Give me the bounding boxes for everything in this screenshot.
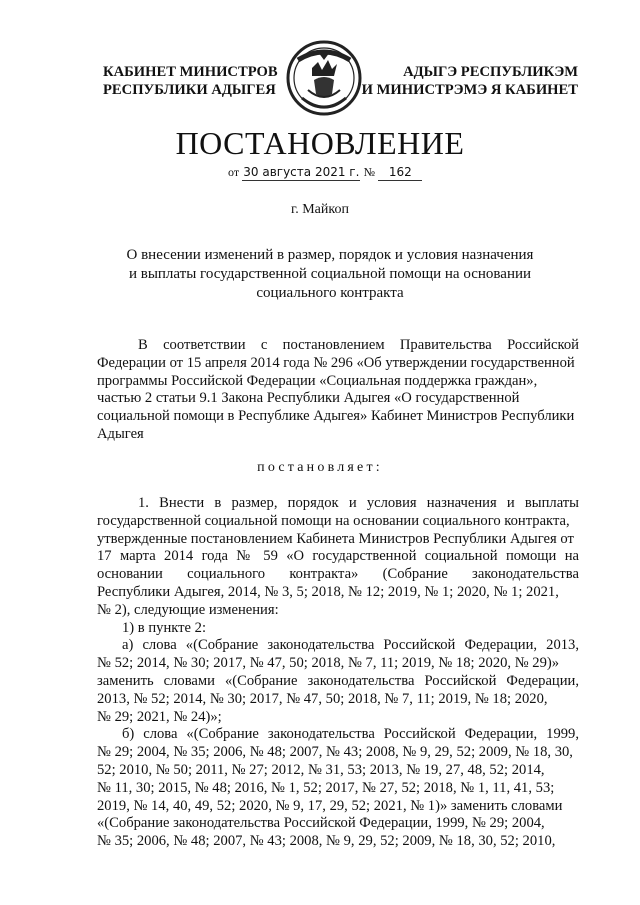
- preamble: [97, 337, 579, 444]
- preamble-line: Федерации от 15 апреля 2014 года № 296 «Об утверждении государственной: [97, 354, 575, 371]
- body-line: 1. Внести в размер, порядок и условия назначения и выплаты: [138, 495, 579, 511]
- body-line: б) слова «(Собрание законодательства Российской Федерации, 1999,: [122, 726, 579, 743]
- body-line: государственной социальной помощи на основании социального контракта,: [97, 512, 570, 529]
- subject-line: О внесении изменений в размер, порядок и условия назначения: [126, 247, 534, 263]
- subject-line: и выплаты государственной социальной помощи на основании: [128, 266, 532, 282]
- subject-line: социального контракта: [256, 285, 404, 301]
- issuer-ady: [358, 63, 578, 99]
- preamble-line: В соответствии с постановлением Правительства Российской: [138, 337, 579, 353]
- decree-body: [97, 495, 579, 851]
- body-line: № 2), следующие изменения:: [97, 601, 279, 618]
- body-line: № 29; 2004, № 35; 2006, № 48; 2007, № 43; 2008, № 9, 29, 52; 2009, № 18, 30,: [97, 744, 573, 761]
- issuer-ady-line2: И МИНИСТРЭМЭ Я КАБИНЕТ: [361, 82, 578, 98]
- issuer-ru-line2: РЕСПУБЛИКИ АДЫГЕЯ: [103, 82, 276, 98]
- body-line: заменить словами «(Собрание законодательства Российской Федерации,: [97, 672, 579, 689]
- body-line: 17 марта 2014 года № 59 «О государственной социальной помощи на: [97, 548, 579, 565]
- body-line: Республики Адыгея, 2014, № 3, 5; 2018, № 12; 2019, № 1; 2020, № 1; 2021,: [97, 583, 559, 600]
- body-line: № 52; 2014, № 30; 2017, № 47, 50; 2018, № 7, 11; 2019, № 18; 2020, № 29)»: [97, 655, 560, 672]
- document-number: 162: [378, 164, 422, 181]
- date-number-line: [228, 164, 422, 181]
- city: г. Майкоп: [291, 202, 349, 217]
- body-line: № 11, 30; 2015, № 48; 2016, № 1, 52; 2017, № 27, 52; 2018, № 1, 11, 41, 53;: [97, 779, 555, 796]
- date-prefix: от: [228, 165, 240, 179]
- body-line: 2019, № 14, 40, 49, 52; 2020, № 9, 17, 29, 52; 2021, № 1)» заменить словами: [97, 797, 563, 814]
- issuer-ru: [103, 63, 278, 99]
- preamble-line: программы Российской Федерации «Социальная поддержка граждан»,: [97, 372, 538, 389]
- body-line: а) слова «(Собрание законодательства Российской Федерации, 2013,: [122, 637, 579, 654]
- preamble-line: Адыгея: [97, 425, 144, 442]
- body-line: «(Собрание законодательства Российской Федерации, 1999, № 29; 2004,: [97, 815, 545, 832]
- body-line: 52; 2010, № 50; 2011, № 27; 2012, № 31, 53; 2013, № 19, 27, 48, 52; 2014,: [97, 761, 545, 778]
- body-line: № 35; 2006, № 48; 2007, № 43; 2008, № 9, 29, 52; 2009, № 18, 30, 52; 2010,: [97, 833, 556, 850]
- number-label: №: [363, 165, 376, 179]
- issuer-ru-line1: КАБИНЕТ МИНИСТРОВ: [103, 64, 278, 80]
- coat-of-arms-icon: [284, 38, 364, 118]
- body-line: 1) в пункте 2:: [122, 619, 207, 636]
- body-line: № 29; 2021, № 24)»;: [97, 708, 222, 725]
- preamble-line: социальной помощи в Республике Адыгея» Кабинет Министров Республики: [97, 408, 575, 425]
- body-line: 2013, № 52; 2014, № 30; 2017, № 47, 50; 2018, № 7, 11; 2019, № 18; 2020,: [97, 690, 548, 707]
- document-subject: [120, 246, 540, 303]
- issuer-ady-line1: АДЫГЭ РЕСПУБЛИКЭМ: [403, 64, 578, 80]
- document-date: 30 августа 2021 г.: [243, 165, 360, 179]
- body-line: утвержденные постановлением Кабинета Министров Республики Адыгея от: [97, 530, 574, 547]
- decree-word: постановляет:: [257, 460, 383, 475]
- preamble-line: частью 2 статьи 9.1 Закона Республики Адыгея «О государственной: [97, 390, 520, 407]
- body-line: основании социального контракта» (Собрание законодательства: [97, 566, 579, 583]
- document-title: ПОСТАНОВЛЕНИЕ: [175, 125, 465, 161]
